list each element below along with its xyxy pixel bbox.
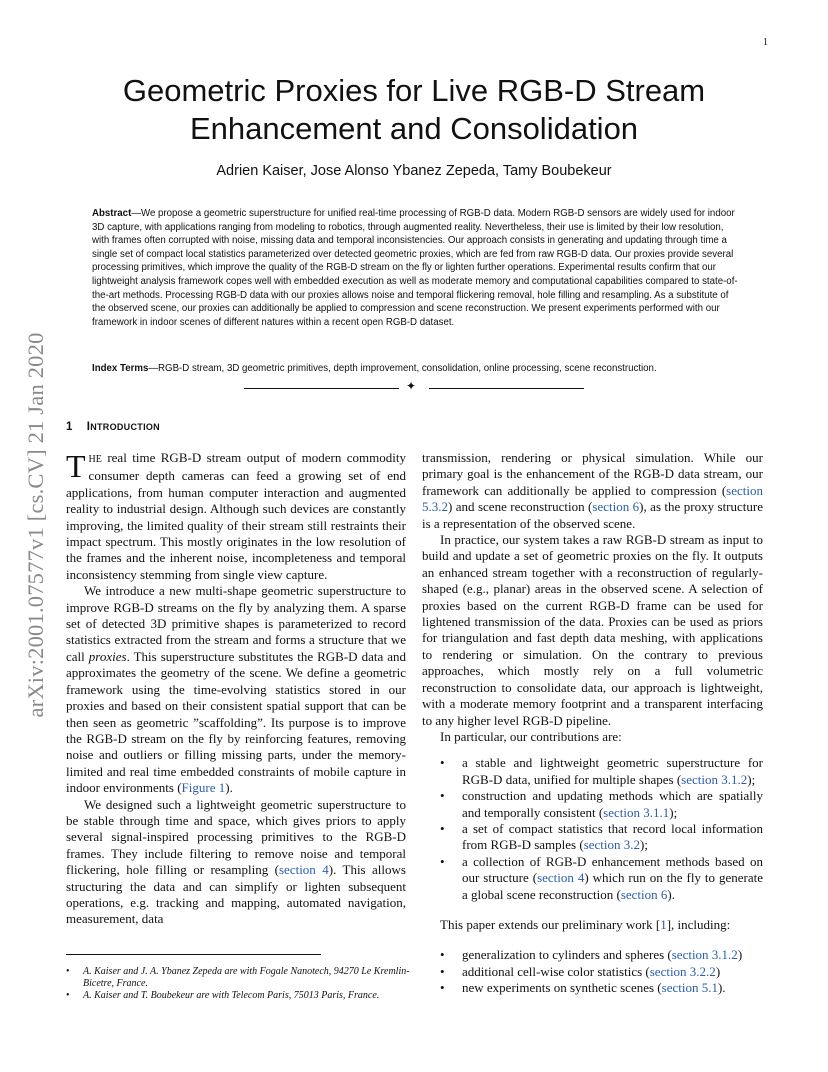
abstract-text: —We propose a geometric superstructure for unified real-time processing of RGB-D data. Modern RGB-D sensors are widely used for indoor 3D capture, with applications ranging from modeling to robotics, through augmented reality. Nevertheless, their use is limited by their low resolution, with frames often corrupted with noise, missing data and temporal inconsistencies. Our approach consists in generating and updating through time a single set of compact local statistics parameterized over detected geometric proxies, which are fed from raw RGB-D data. Our proxies provide several processing primitives, which improve the quality of the RGB-D stream on the fly or lighten further operations. Experimental results confirm that our lightweight analysis framework copes well with embedded execution as well as moderate memory and computational capabilities compared to state-of-the-art methods. Processing RGB-D data with our proxies allows noise and temporal flickering removal, hole filling and resampling. As a substitute of the observed scene, our proxies can additionally be applied to compression and scene reconstruction. We present experiments performed with our framework in indoor scenes of different natures within a recent open RGB-D dataset. bbox=[92, 208, 738, 328]
intro-text-3b: ). This allows structuring the data and can simplify or lighten subsequent operations, e.g. tracking and mapping, automated navigation, measurement, data bbox=[66, 862, 406, 927]
section-3-1-2-link[interactable]: section 3.1.2 bbox=[671, 947, 738, 963]
section-heading bbox=[66, 421, 160, 433]
list-item-text: additional cell-wise color statistics ( bbox=[462, 963, 650, 979]
footnote-item bbox=[66, 990, 411, 1002]
abstract-label: Abstract bbox=[92, 208, 132, 219]
bullet-icon: • bbox=[440, 947, 445, 963]
list-item bbox=[422, 755, 763, 788]
section-3-2-2-link[interactable]: section 3.2.2 bbox=[649, 963, 716, 979]
author-list: Adrien Kaiser, Jose Alonso Ybanez Zepeda, Tamy Boubekeur bbox=[216, 163, 612, 179]
bullet-icon: • bbox=[440, 853, 445, 869]
section-4-link[interactable]: section 4 bbox=[537, 870, 585, 886]
figure-1-link[interactable]: Figure 1 bbox=[181, 780, 226, 796]
divider-star-icon: ✦ bbox=[406, 379, 417, 393]
left-column bbox=[66, 450, 406, 928]
bullet-icon: • bbox=[440, 755, 445, 771]
intro-text-2b: . This superstructure substitutes the RGB-D data and approximates the geometry of the scene. We define a geometric framework using the time-evolving statistics stored in our proxies and based on their consistent spatial support that can be then seen as geometric ”scaffolding”. Its purpose is to improve the RGB-D stream on the fly by reinforcing features, removing noise and outliers or filling missing parts, under the memory-limited and real time embedded constraints of mobile capture in indoor environments ( bbox=[66, 648, 406, 796]
right-text-1a: transmission, rendering or physical simulation. While our primary goal is the enhancement of the RGB-D data stream, our framework can additionally be applied to compression ( bbox=[422, 450, 763, 498]
intro-text-2a: We introduce a new multi-shape geometric superstructure to improve RGB-D streams on the fly by analyzing them. A sparse set of detected 3D primitive shapes is parameterized to record statistics extracted from the stream and forms a structure that we call bbox=[66, 583, 406, 664]
section-4-link[interactable]: section 4 bbox=[278, 862, 329, 878]
intro-text-2c: ). bbox=[225, 780, 233, 796]
arxiv-stamp bbox=[15, 290, 57, 760]
abstract bbox=[92, 207, 740, 329]
list-item-tail: ). bbox=[667, 886, 675, 902]
section-title-initial: I bbox=[86, 421, 91, 433]
list-item-text: a set of compact statistics that record local information from RGB-D samples ( bbox=[462, 820, 763, 853]
list-item bbox=[422, 947, 763, 963]
extensions-list bbox=[422, 947, 763, 996]
arxiv-stamp-text: arXiv:2001.07577v1 [cs.CV] 21 Jan 2020 bbox=[23, 332, 48, 718]
contributions-list bbox=[422, 755, 763, 903]
extensions-intro bbox=[422, 917, 763, 933]
footnote-item bbox=[66, 966, 411, 990]
list-item-tail: ) bbox=[715, 963, 721, 979]
list-item bbox=[422, 854, 763, 903]
section-number: 1 bbox=[66, 421, 73, 433]
footnote-rule bbox=[66, 954, 321, 955]
footnote-text: A. Kaiser and J. A. Ybanez Zepeda are with Fogale Nanotech, 94270 Le Kremlin-Bicetre, France. bbox=[83, 966, 410, 989]
list-item-tail: ); bbox=[640, 837, 648, 853]
intro-paragraph-2 bbox=[66, 583, 406, 796]
bullet-icon: • bbox=[440, 820, 445, 836]
footnote-text: A. Kaiser and T. Boubekeur are with Telecom Paris, 75013 Paris, France. bbox=[83, 990, 380, 1001]
intro-text-1: real time RGB-D stream output of modern commodity consumer depth cameras can feed a growing set of end applications, from human computer interaction and augmented reality to industrial design. Although such devices are constantly improving, the limited quality of their stream still restraints their impact spectrum. This mostly originates in the low resolution of the frames and the inherent noise, incompleteness and temporal inconsistency stemming from single view capture. bbox=[66, 450, 406, 582]
right-text-1c: ), as the proxy structure is a representation of the observed scene. bbox=[422, 499, 763, 531]
list-item-tail: ); bbox=[747, 771, 756, 787]
intro-text-3a: We designed such a lightweight geometric superstructure to be stable through time and space, which gives priors to apply several signal-inspired processing primitives to the RGB-D frames. They include filtering to remove noise and temporal flickering, hole filling or resampling ( bbox=[66, 796, 406, 878]
section-5-1-link[interactable]: section 5.1 bbox=[661, 980, 718, 996]
bullet-icon: • bbox=[440, 980, 445, 996]
list-item-text: a collection of RGB-D enhancement methods based on our structure ( bbox=[462, 853, 763, 886]
extensions-intro-a: This paper extends our preliminary work [ bbox=[440, 916, 661, 932]
right-paragraph-2: In practice, our system takes a raw RGB-D stream as input to build and update a set of geometric proxies on the fly. It outputs an enhanced stream together with a reconstruction of regularly-shaped (e.g., planar) areas in the observed scene. A selection of proxies based on the current RGB-D frame can be used for lightened transmission of the data. Proxies can be used as priors for triangulation and fast depth data meshing, with applications to rendering or simulation. On the contrary to previous approaches, which mostly rely on a full volumetric reconstruction to consolidate data, our approach is lightweight, with a moderate memory footprint and a transparent interfacing to any higher level RGB-D pipeline. bbox=[422, 532, 763, 728]
index-terms-text: —RGB-D stream, 3D geometric primitives, depth improvement, consolidation, online processing, scene reconstruction. bbox=[148, 363, 657, 374]
paper-title: Geometric Proxies for Live RGB-D Stream Enhancement and Consolidation bbox=[122, 73, 706, 146]
section-6-link[interactable]: section 6 bbox=[592, 499, 640, 515]
list-item-tail: ) bbox=[737, 947, 743, 963]
intro-smallcaps: HE bbox=[88, 454, 102, 465]
bullet-icon: • bbox=[440, 963, 445, 979]
section-3-1-2-link[interactable]: section 3.1.2 bbox=[681, 771, 748, 787]
right-paragraph-1 bbox=[422, 450, 763, 532]
section-title-rest: NTRODUCTION bbox=[90, 422, 160, 432]
section-5-3-2-link[interactable]: section 5.3.2 bbox=[422, 482, 763, 515]
section-3-1-1-link[interactable]: section 3.1.1 bbox=[603, 804, 670, 820]
page-number: 1 bbox=[763, 37, 768, 48]
section-6-link[interactable]: section 6 bbox=[620, 886, 668, 902]
bullet-icon: • bbox=[66, 966, 70, 977]
list-item bbox=[422, 788, 763, 821]
list-item-text: generalization to cylinders and spheres ( bbox=[462, 947, 672, 963]
list-item-tail: ); bbox=[669, 804, 678, 820]
footnotes bbox=[66, 966, 411, 1002]
divider-rule-right bbox=[429, 388, 584, 389]
intro-paragraph-3 bbox=[66, 797, 406, 928]
reference-1-link[interactable]: 1 bbox=[660, 916, 667, 932]
bullet-icon: • bbox=[66, 990, 70, 1001]
bullet-icon: • bbox=[440, 788, 445, 804]
divider-rule-left bbox=[244, 388, 399, 389]
right-column bbox=[422, 450, 763, 997]
drop-cap: T bbox=[66, 448, 86, 484]
list-item-tail: ). bbox=[717, 980, 726, 996]
index-terms-label: Index Terms bbox=[92, 363, 149, 374]
intro-paragraph-1 bbox=[66, 450, 406, 583]
right-text-1b: ) and scene reconstruction ( bbox=[448, 499, 593, 515]
proxies-term: proxies bbox=[88, 648, 127, 664]
list-item bbox=[422, 821, 763, 854]
list-item bbox=[422, 980, 763, 996]
list-item-mid: ) which run on the fly to generate a global scene reconstruction ( bbox=[462, 870, 764, 902]
section-divider bbox=[244, 380, 584, 396]
index-terms bbox=[92, 362, 740, 376]
section-3-2-link[interactable]: section 3.2 bbox=[583, 837, 641, 853]
list-item bbox=[422, 964, 763, 980]
list-item-text: construction and updating methods which are spatially and temporally consistent ( bbox=[462, 788, 763, 820]
list-item-text: new experiments on synthetic scenes ( bbox=[462, 980, 662, 996]
contributions-intro: In particular, our contributions are: bbox=[440, 728, 622, 744]
list-item-text: a stable and lightweight geometric superstructure for RGB-D data, unified for multiple shapes ( bbox=[462, 755, 763, 787]
extensions-intro-b: ], including: bbox=[666, 916, 731, 932]
